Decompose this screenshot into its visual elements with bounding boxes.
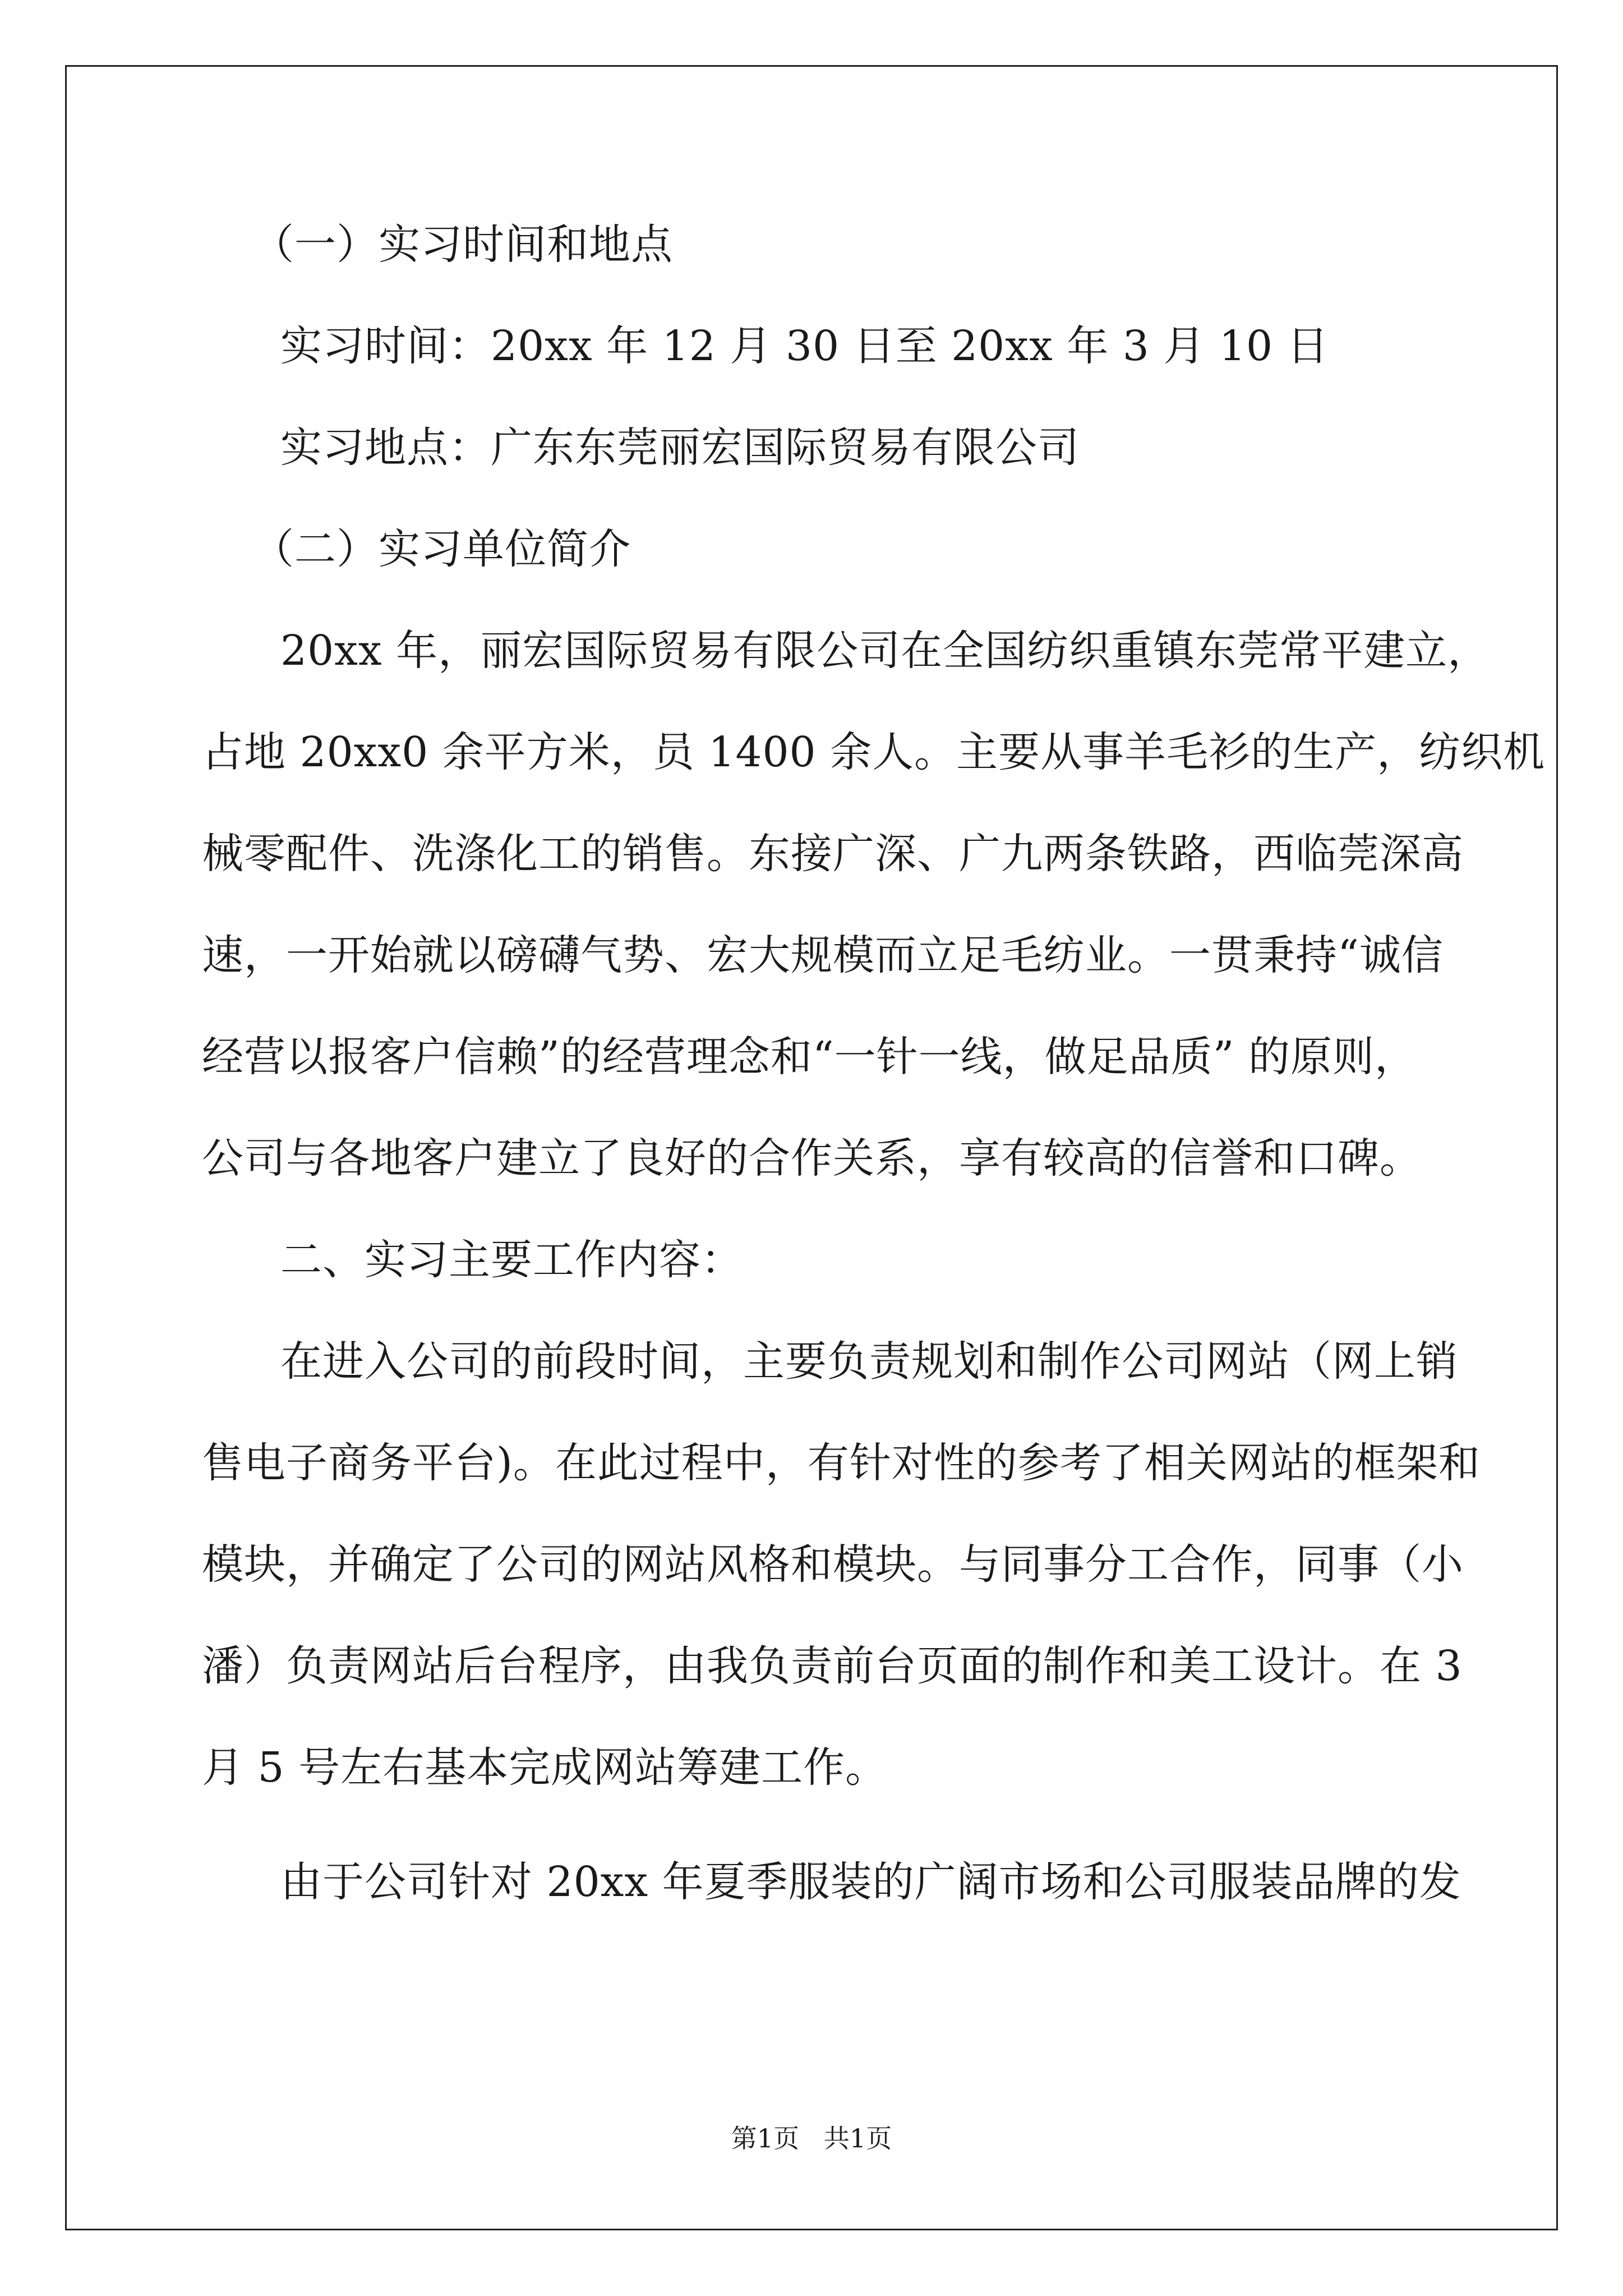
paragraph-line: 月 5 号左右基本完成网站筹建工作。 — [202, 1743, 888, 1792]
section-heading-main-work: 二、实习主要工作内容： — [280, 1236, 743, 1284]
paragraph-line: 械零配件、洗涤化工的销售。东接广深、广九两条铁路，西临莞深高 — [202, 830, 1464, 878]
paragraph-line: 由于公司针对 20xx 年夏季服装的广阔市场和公司服装品牌的发 — [280, 1858, 1461, 1906]
paragraph-line: 售电子商务平台)。在此过程中，有针对性的参考了相关网站的框架和 — [202, 1439, 1481, 1487]
paragraph-line: 速，一开始就以磅礴气势、宏大规模而立足毛纺业。一贯秉持“诚信 — [202, 931, 1444, 979]
paragraph-line: 公司与各地客户建立了良好的合作关系，享有较高的信誉和口碑。 — [202, 1134, 1422, 1182]
section-heading-time-place: （一）实习时间和地点 — [252, 220, 673, 269]
paragraph-line: 潘）负责网站后台程序，由我负责前台页面的制作和美工设计。在 3 — [202, 1642, 1463, 1690]
paragraph-line: 在进入公司的前段时间，主要负责规划和制作公司网站（网上销 — [280, 1337, 1458, 1386]
paragraph-line: 模块，并确定了公司的网站风格和模块。与同事分工合作，同事（小 — [202, 1540, 1464, 1589]
paragraph-line: 占地 20xx0 余平方米，员 1400 余人。主要从事羊毛衫的生产，纺织机 — [202, 728, 1546, 776]
page-footer: 第1页 共1页 — [731, 2123, 892, 2154]
internship-place-line: 实习地点：广东东莞丽宏国际贸易有限公司 — [280, 424, 1080, 472]
internship-time-line: 实习时间：20xx 年 12 月 30 日至 20xx 年 3 月 10 日 — [280, 322, 1329, 370]
section-heading-company-intro: （二）实习单位简介 — [252, 525, 631, 573]
paragraph-line: 20xx 年，丽宏国际贸易有限公司在全国纺织重镇东莞常平建立， — [280, 627, 1490, 675]
paragraph-line: 经营以报客户信赖”的经营理念和“一针一线，做足品质” 的原则， — [202, 1033, 1417, 1081]
